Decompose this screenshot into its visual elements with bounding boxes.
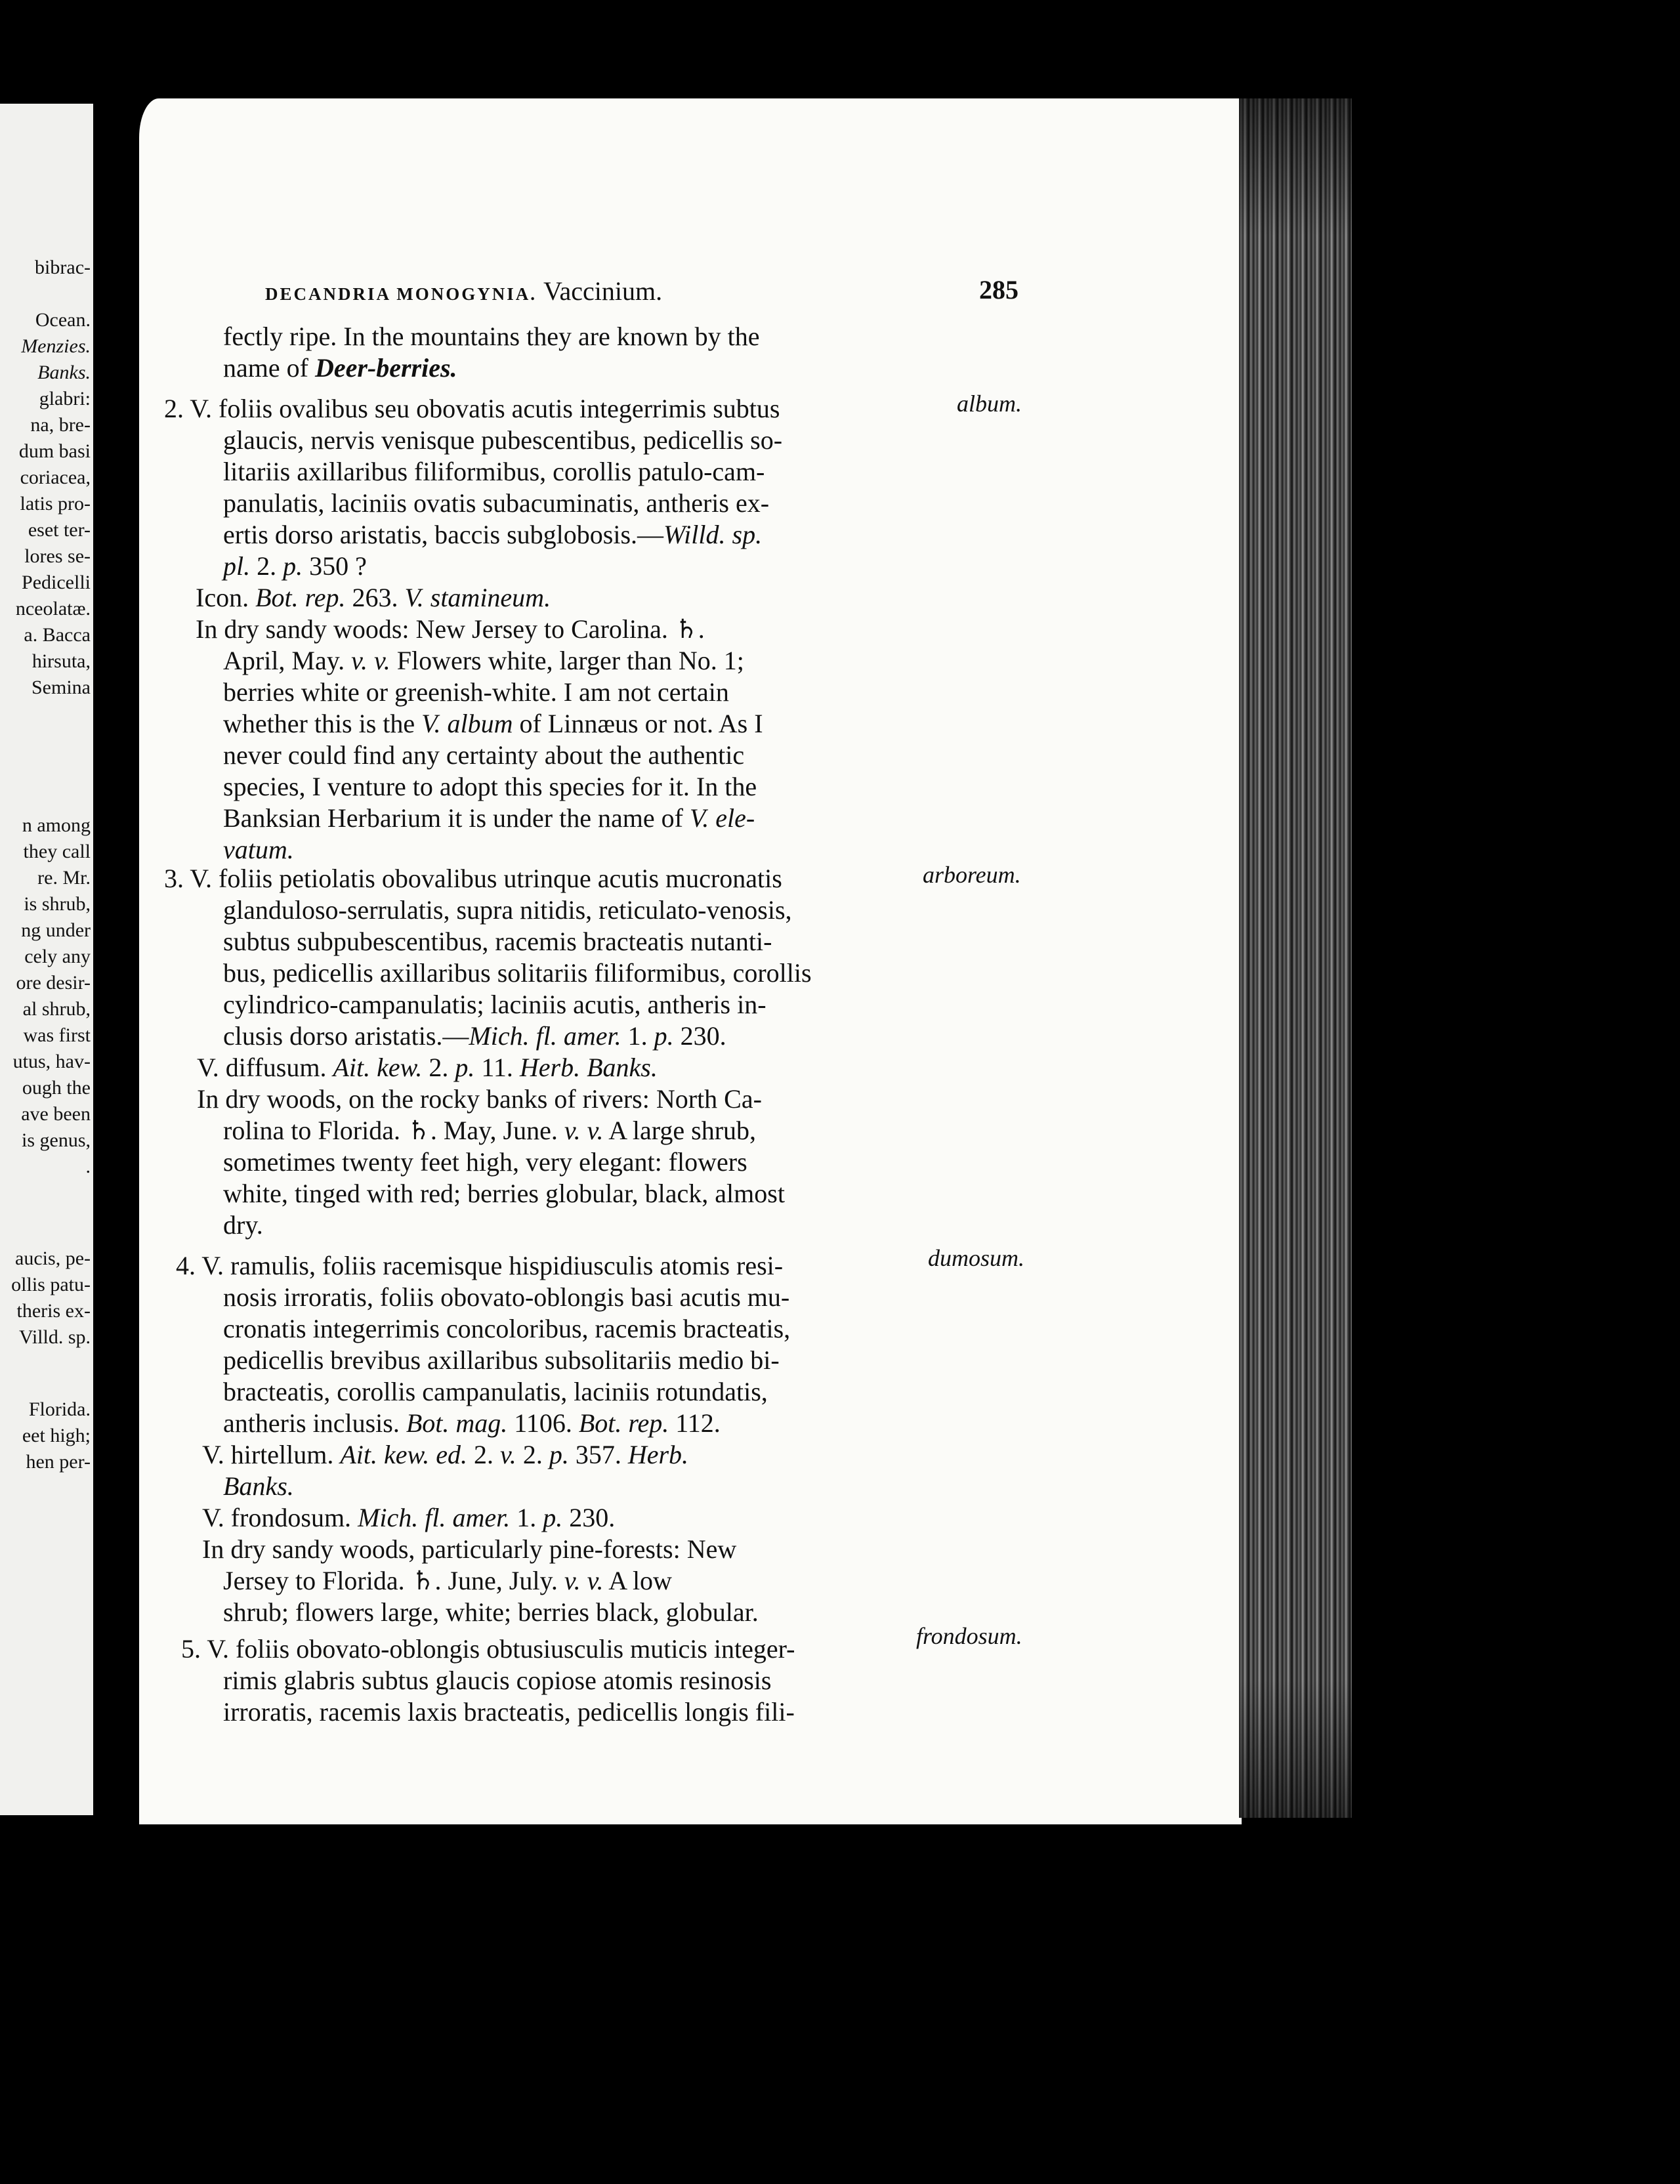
- body-line: V. diffusum. Ait. kew. 2. p. 11. Herb. Banks.: [197, 1053, 658, 1082]
- body-line: never could find any certainty about the authentic: [223, 740, 745, 770]
- left-page-line: n among: [22, 814, 91, 836]
- left-page-line: hirsuta,: [32, 650, 91, 672]
- body-line: bus, pedicellis axillaribus solitariis filiformibus, corollis: [223, 958, 812, 988]
- body-line: Banks.: [223, 1471, 294, 1501]
- left-page-line: na, bre-: [30, 414, 91, 436]
- body-line: berries white or greenish-white. I am not certain: [223, 677, 729, 707]
- left-page-line: Banks.: [37, 362, 91, 383]
- body-line: bracteatis, corollis campanulatis, laciniis rotundatis,: [223, 1377, 768, 1406]
- body-line: In dry woods, on the rocky banks of rivers: North Ca-: [197, 1084, 762, 1114]
- left-page-line: nceolatæ.: [15, 598, 91, 620]
- left-page-line: hen per-: [26, 1451, 91, 1473]
- page-edges: [1239, 98, 1352, 1818]
- left-page-line: Semina: [32, 677, 91, 698]
- body-line: In dry sandy woods, particularly pine-forests: New: [202, 1534, 737, 1564]
- left-page-line: glabri:: [39, 388, 91, 410]
- left-page-line: .: [85, 1156, 91, 1177]
- body-line: V. hirtellum. Ait. kew. ed. 2. v. 2. p. 357. Herb.: [202, 1440, 689, 1469]
- body-line: Banksian Herbarium it is under the name of V. ele-: [223, 803, 755, 833]
- margin-species-arboreum: arboreum.: [923, 862, 1021, 888]
- margin-species-dumosum: dumosum.: [928, 1245, 1025, 1271]
- body-line: rolina to Florida. ♄. May, June. v. v. A large shrub,: [223, 1116, 757, 1145]
- margin-species-album: album.: [957, 390, 1022, 417]
- margin-species-frondosum: frondosum.: [916, 1623, 1022, 1649]
- left-page-line: ave been: [21, 1103, 91, 1125]
- left-page-line: al shrub,: [22, 998, 91, 1020]
- body-line: 4. V. ramulis, foliis racemisque hispidiusculis atomis resi-: [176, 1251, 784, 1280]
- body-line: sometimes twenty feet high, very elegant: flowers: [223, 1147, 747, 1177]
- left-page-line: they call: [23, 841, 91, 862]
- body-line: glanduloso-serrulatis, supra nitidis, reticulato-venosis,: [223, 895, 792, 925]
- body-line: nosis irroratis, foliis obovato-oblongis basi acutis mu-: [223, 1282, 790, 1312]
- left-page-line: Menzies.: [21, 335, 91, 357]
- body-line: fectly ripe. In the mountains they are known by the: [223, 322, 760, 351]
- left-page-line: re. Mr.: [37, 867, 91, 889]
- body-line: In dry sandy woods: New Jersey to Carolina. ♄.: [196, 614, 705, 644]
- left-page-line: Florida.: [28, 1398, 91, 1420]
- left-page-line: Ocean.: [35, 309, 91, 331]
- body-line: pl. 2. p. 350 ?: [223, 551, 367, 581]
- left-page-line: is shrub,: [24, 893, 91, 915]
- left-page-line: is genus,: [22, 1129, 91, 1151]
- body-line: whether this is the V. album of Linnæus or not. As I: [223, 709, 763, 738]
- body-line: 3. V. foliis petiolatis obovalibus utrinque acutis mucronatis: [164, 864, 782, 893]
- body-line: antheris inclusis. Bot. mag. 1106. Bot. rep. 112.: [223, 1408, 721, 1438]
- left-page-line: lores se-: [24, 545, 91, 567]
- body-line: clusis dorso aristatis.—Mich. fl. amer. 1. p. 230.: [223, 1021, 726, 1051]
- left-page-line: utus, hav-: [12, 1051, 91, 1072]
- left-page-line: latis pro-: [20, 493, 91, 514]
- left-page-line: a. Bacca: [24, 624, 91, 646]
- left-page-fragment: [0, 104, 93, 1815]
- body-line: dry.: [223, 1210, 263, 1240]
- left-page-line: coriacea,: [20, 467, 91, 488]
- running-head-genus: Vaccinium.: [543, 276, 663, 306]
- left-page-line: cely any: [24, 946, 91, 967]
- left-page-line: ore desir-: [16, 972, 91, 994]
- body-line: pedicellis brevibus axillaribus subsolitariis medio bi-: [223, 1345, 780, 1375]
- left-page-line: ng under: [21, 919, 91, 941]
- left-page-line: eet high;: [22, 1425, 91, 1446]
- body-line: Jersey to Florida. ♄. June, July. v. v. A low: [223, 1566, 672, 1595]
- body-line: irroratis, racemis laxis bracteatis, pedicellis longis fili-: [223, 1697, 795, 1727]
- body-line: species, I venture to adopt this species for it. In the: [223, 772, 757, 801]
- body-line: rimis glabris subtus glaucis copiose atomis resinosis: [223, 1666, 772, 1695]
- running-head-title: DECANDRIA MONOGYNIA.: [265, 284, 537, 304]
- left-page-line: theris ex-: [16, 1300, 91, 1322]
- left-page-line: bibrac-: [35, 257, 91, 278]
- page-number: 285: [979, 275, 1018, 304]
- body-line: cylindrico-campanulatis; laciniis acutis, antheris in-: [223, 990, 766, 1019]
- body-line: ertis dorso aristatis, baccis subglobosis.—Willd. sp.: [223, 520, 763, 549]
- body-line: white, tinged with red; berries globular, black, almost: [223, 1179, 785, 1208]
- body-line: V. frondosum. Mich. fl. amer. 1. p. 230.: [202, 1503, 616, 1532]
- body-line: April, May. v. v. Flowers white, larger than No. 1;: [223, 646, 744, 675]
- body-line: glaucis, nervis venisque pubescentibus, pedicellis so-: [223, 425, 783, 455]
- body-line: vatum.: [223, 835, 294, 864]
- left-page-line: ollis patu-: [11, 1274, 91, 1295]
- left-page-line: was first: [23, 1024, 91, 1046]
- body-line: subtus subpubescentibus, racemis bracteatis nutanti-: [223, 927, 772, 956]
- running-head: [265, 276, 662, 306]
- left-page-line: aucis, pe-: [15, 1248, 91, 1269]
- left-page-line: Pedicelli: [22, 572, 91, 593]
- body-line: cronatis integerrimis concoloribus, racemis bracteatis,: [223, 1314, 791, 1343]
- left-page-line: Villd. sp.: [18, 1326, 91, 1348]
- body-line: 2. V. foliis ovalibus seu obovatis acutis integerrimis subtus: [164, 394, 780, 423]
- left-page-line: dum basi: [18, 440, 91, 462]
- left-page-line: ough the: [22, 1077, 91, 1099]
- body-line: Icon. Bot. rep. 263. V. stamineum.: [196, 583, 551, 612]
- body-line: shrub; flowers large, white; berries black, globular.: [223, 1597, 759, 1627]
- left-page-line: eset ter-: [28, 519, 91, 541]
- body-line: panulatis, laciniis ovatis subacuminatis, antheris ex-: [223, 488, 770, 518]
- body-line: 5. V. foliis obovato-oblongis obtusiusculis muticis integer-: [181, 1634, 795, 1664]
- body-line: name of Deer-berries.: [223, 353, 457, 383]
- body-line: litariis axillaribus filiformibus, corollis patulo-cam-: [223, 457, 765, 486]
